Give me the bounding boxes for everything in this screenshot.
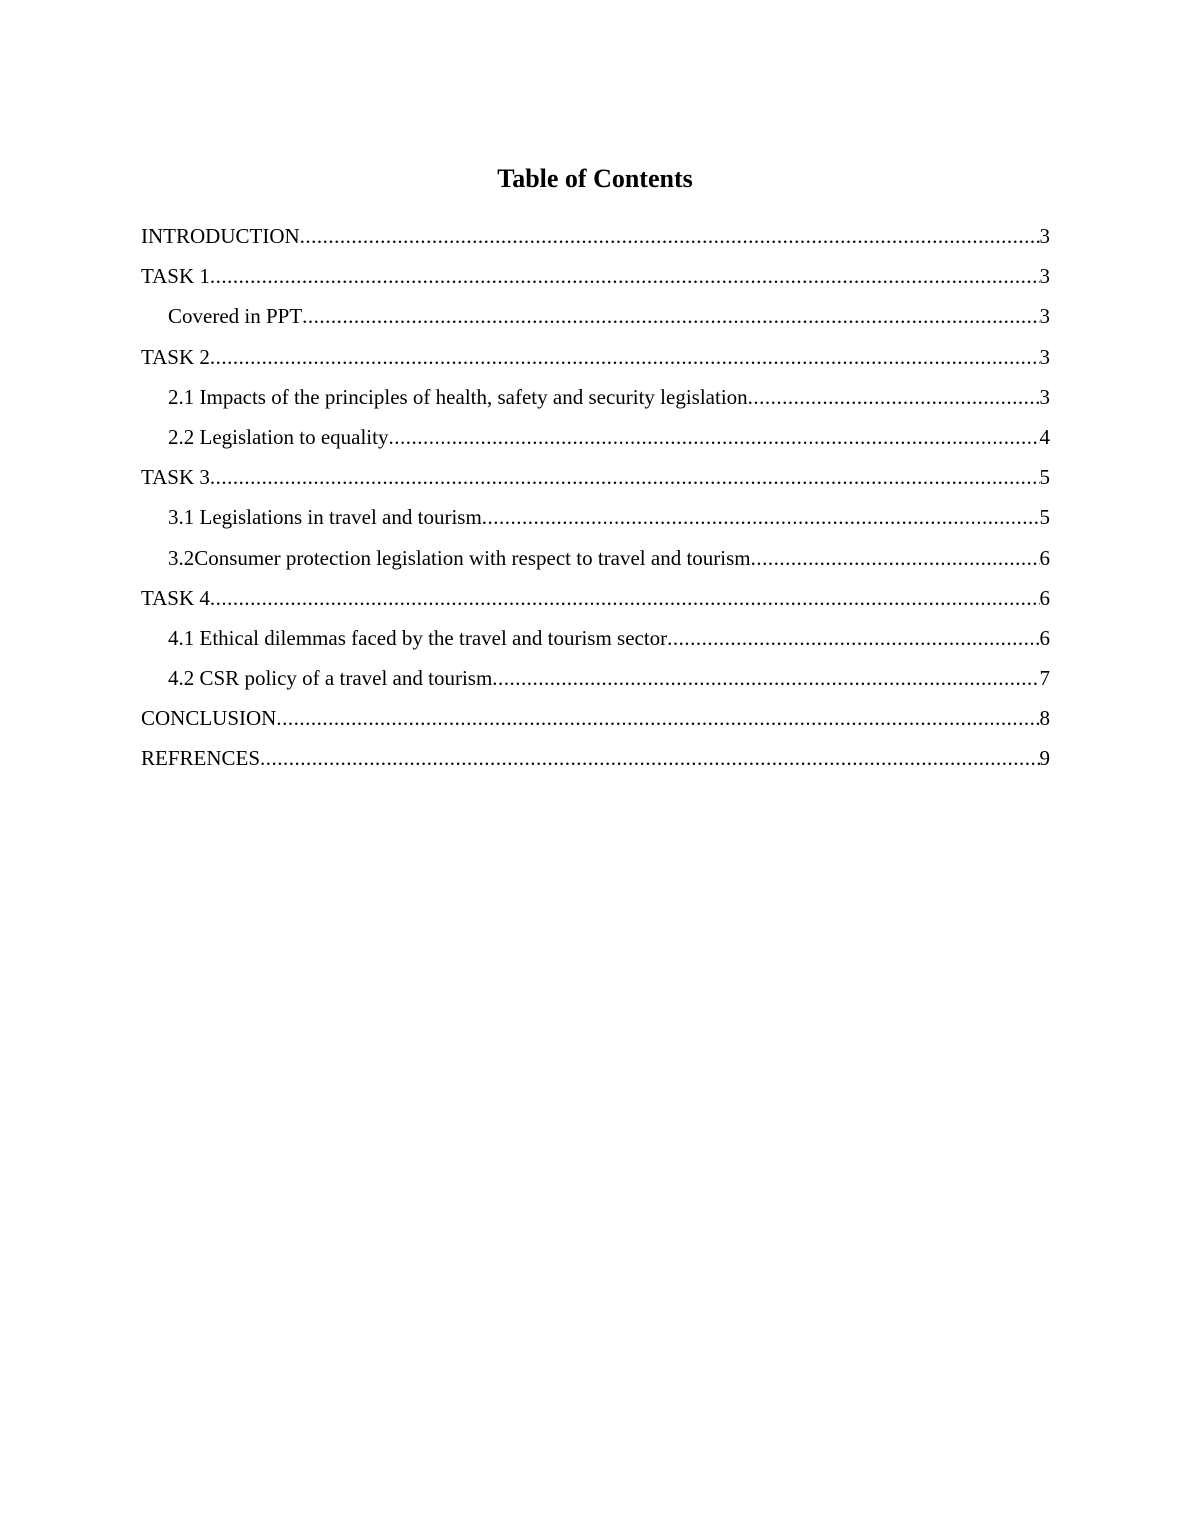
dot-leader bbox=[492, 660, 1039, 696]
toc-entry-label: 4.1 Ethical dilemmas faced by the travel and tourism sector bbox=[168, 625, 668, 650]
dot-leader bbox=[482, 499, 1040, 535]
toc-title: Table of Contents bbox=[497, 164, 693, 193]
toc-entry-label: REFRENCES bbox=[141, 746, 261, 771]
toc-entry-conclusion[interactable] bbox=[141, 700, 1050, 740]
toc-entry-page-number: 3 bbox=[1039, 304, 1050, 329]
toc-entry-label: 2.1 Impacts of the principles of health, safety and security legislation bbox=[168, 384, 748, 409]
dot-leader bbox=[210, 258, 1040, 294]
dot-leader bbox=[751, 540, 1040, 576]
dot-leader bbox=[748, 379, 1040, 415]
toc-entry-task-4[interactable] bbox=[141, 580, 1050, 620]
toc-entry-label: TASK 3 bbox=[141, 465, 210, 490]
toc-entry-label: 4.2 CSR policy of a travel and tourism bbox=[168, 666, 493, 691]
toc-entry-label: Covered in PPT bbox=[168, 304, 303, 329]
toc-entry-task-2[interactable] bbox=[141, 339, 1050, 379]
toc-entry-refrences[interactable] bbox=[141, 740, 1050, 780]
dot-leader bbox=[302, 298, 1039, 334]
toc-entry-page-number: 6 bbox=[1039, 545, 1050, 570]
dot-leader bbox=[260, 740, 1039, 776]
toc-entry-page-number: 3 bbox=[1039, 384, 1050, 409]
dot-leader bbox=[667, 620, 1039, 656]
toc-entry-page-number: 3 bbox=[1039, 264, 1050, 289]
dot-leader bbox=[210, 580, 1040, 616]
toc-entry-3-2[interactable] bbox=[141, 540, 1050, 580]
toc-entry-4-1[interactable] bbox=[141, 620, 1050, 660]
dot-leader bbox=[210, 459, 1040, 495]
toc-entry-task-1[interactable] bbox=[141, 258, 1050, 298]
dot-leader bbox=[210, 339, 1040, 375]
toc-entry-page-number: 5 bbox=[1039, 465, 1050, 490]
toc-list bbox=[141, 218, 1050, 781]
toc-entry-page-number: 6 bbox=[1039, 625, 1050, 650]
toc-entry-page-number: 6 bbox=[1039, 585, 1050, 610]
toc-entry-label: 2.2 Legislation to equality bbox=[168, 424, 389, 449]
dot-leader bbox=[276, 700, 1039, 736]
toc-entry-label: TASK 2 bbox=[141, 344, 210, 369]
toc-entry-label: CONCLUSION bbox=[141, 706, 277, 731]
toc-entry-page-number: 5 bbox=[1039, 505, 1050, 530]
toc-entry-label: 3.2Consumer protection legislation with respect to travel and tourism bbox=[168, 545, 751, 570]
toc-entry-covered-in-ppt[interactable] bbox=[141, 298, 1050, 338]
toc-entry-task-3[interactable] bbox=[141, 459, 1050, 499]
toc-entry-page-number: 4 bbox=[1039, 424, 1050, 449]
toc-entry-label: INTRODUCTION bbox=[141, 224, 300, 248]
toc-entry-page-number: 9 bbox=[1039, 746, 1050, 771]
toc-entry-page-number: 3 bbox=[1039, 224, 1050, 248]
toc-entry-2-2[interactable] bbox=[141, 419, 1050, 459]
toc-entry-page-number: 3 bbox=[1039, 344, 1050, 369]
toc-entry-label: TASK 1 bbox=[141, 264, 210, 289]
toc-entry-2-1[interactable] bbox=[141, 379, 1050, 419]
toc-entry-page-number: 8 bbox=[1039, 706, 1050, 731]
toc-entry-4-2[interactable] bbox=[141, 660, 1050, 700]
toc-entry-page-number: 7 bbox=[1039, 666, 1050, 691]
dot-leader bbox=[388, 419, 1039, 455]
toc-entry-3-1[interactable] bbox=[141, 499, 1050, 539]
toc-entry-introduction[interactable] bbox=[141, 218, 1050, 258]
toc-entry-label: 3.1 Legislations in travel and tourism bbox=[168, 505, 482, 530]
toc-entry-label: TASK 4 bbox=[141, 585, 210, 610]
dot-leader bbox=[300, 218, 1040, 254]
